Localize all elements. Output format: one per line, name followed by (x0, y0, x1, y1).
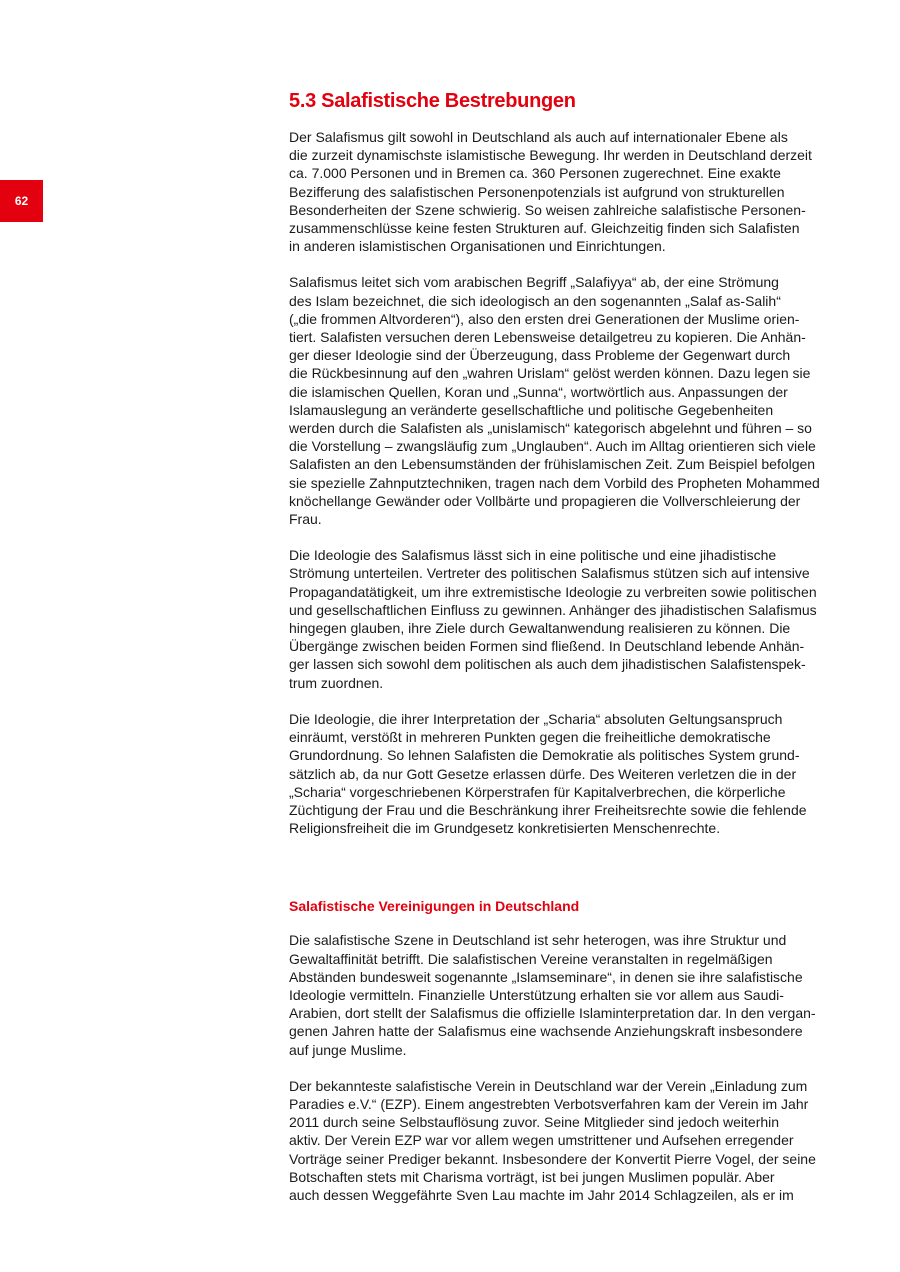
main-content (289, 88, 849, 1222)
section-paragraph: Der Salafismus gilt sowohl in Deutschland als auch auf internationaler Ebene als die zurzeit dynamischste islamistische Bewegung. Ihr werden in Deutschland derzeit ca. 7.000 Personen und in Bremen ca. 360 Personen zugerechnet. Eine exakte Bezifferung des salafistischen Personenpotenzials ist aufgrund von strukturellen Besonderheiten der Szene schwierig. So weisen zahlreiche salafistische Personen- zusammenschlüsse keine festen Strukturen auf. Gleichzeitig finden sich Salafisten in anderen islamistischen Organisationen und Einrichtungen. (289, 129, 812, 255)
subsection-paragraph: Der bekannteste salafistische Verein in Deutschland war der Verein „Einladung zum Paradies e.V.“ (EZP). Einem angestrebten Verbotsverfahren kam der Verein im Jahr 2011 durch seine Selbstauflösung zuvor. Seine Mitglieder sind jedoch weiterhin aktiv. Der Verein EZP war vor allem wegen umstrittener und Aufsehen erregender Vorträge seiner Prediger bekannt. Insbesondere der Konvertit Pierre Vogel, der seine Botschaften stets mit Charisma vorträgt, ist bei jungen Muslimen populär. Aber auch dessen Weggefährte Sven Lau machte im Jahr 2014 Schlagzeilen, als er im (289, 1077, 816, 1203)
section-heading: 5.3 Salafistische Bestrebungen (289, 90, 576, 112)
section-paragraph: Die Ideologie, die ihrer Interpretation der „Scharia“ absoluten Geltungsanspruch einräumt, verstößt in mehreren Punkten gegen die freiheitliche demokratische Grundordnung. So lehnen Salafisten die Demokratie als politisches System grund- sätzlich ab, da nur Gott Gesetze erlassen dürfe. Des Weiteren verletzen die in der „Scharia“ vorgeschriebenen Körperstrafen für Kapitalverbrechen, die körperliche Züchtigung der Frau und die Beschränkung ihrer Freiheitsrechte sowie die fehlende Religionsfreiheit die im Grundgesetz konkretisierten Menschenrechte. (289, 710, 807, 837)
page-number-tab (0, 180, 43, 222)
section-paragraph: Die Ideologie des Salafismus lässt sich in eine politische und eine jihadistische Strömung unterteilen. Vertreter des politischen Salafismus stützen sich auf intensive Propagandatätigkeit, um ihre extremistische Ideologie zu verbreiten sowie politischen und gesellschaftlichen Einfluss zu gewinnen. Anhänger des jihadistischen Salafismus hingegen glauben, ihre Ziele durch Gewaltanwendung realisieren zu können. Die Übergänge zwischen beiden Formen sind fließend. In Deutschland lebende Anhän- ger lassen sich sowohl dem politischen als auch dem jihadistischen Salafistenspek- trum zuordnen. (289, 547, 817, 691)
page-number: 62 (14, 194, 29, 208)
section-paragraph: Salafismus leitet sich vom arabischen Begriff „Salafiyya“ ab, der eine Strömung des Islam bezeichnet, die sich ideologisch an den sogenannten „Salaf as-Salih“ („die frommen Altvorderen“), also den ersten drei Generationen der Muslime orien- tiert. Salafisten versuchen deren Lebensweise detailgetreu zu kopieren. Die Anhän- ger dieser Ideologie sind der Überzeugung, dass Probleme der Gegenwart durch die Rückbesinnung auf den „wahren Urislam“ gelöst werden können. Dazu legen sie die islamischen Quellen, Koran und „Sunna“, wortwörtlich aus. Anpassungen der Islamauslegung an veränderte gesellschaftliche und politische Gegebenheiten werden durch die Salafisten als „unislamisch“ kategorisch abgelehnt und führen – so die Vorstellung – zwangsläufig zum „Unglauben“. Auch im Alltag orientieren sich viele Salafisten an den Lebensumständen der frühislamischen Zeit. Zum Beispiel befolgen sie spezielle Zahnputztechniken, tragen nach dem Vorbild des Propheten Mohammed knöchellange Gewänder oder Vollbärte und propagieren die Vollverschleierung der Frau. (289, 274, 820, 528)
subsection-heading: Salafistische Vereinigungen in Deutschland (289, 898, 580, 915)
subsection-paragraph: Die salafistische Szene in Deutschland ist sehr heterogen, was ihre Struktur und Gewaltaffinität betrifft. Die salafistischen Vereine veranstalten in regelmäßigen Abständen bundesweit sogenannte „Islamseminare“, in denen sie ihre salafistische Ideologie vermitteln. Finanzielle Unterstützung erhalten sie vor allem aus Saudi- Arabien, dort stellt der Salafismus die offizielle Islaminterpretation dar. In den vergan- genen Jahren hatte der Salafismus eine wachsende Anziehungskraft insbesondere auf junge Muslime. (289, 932, 816, 1058)
section-spacer (289, 855, 849, 897)
